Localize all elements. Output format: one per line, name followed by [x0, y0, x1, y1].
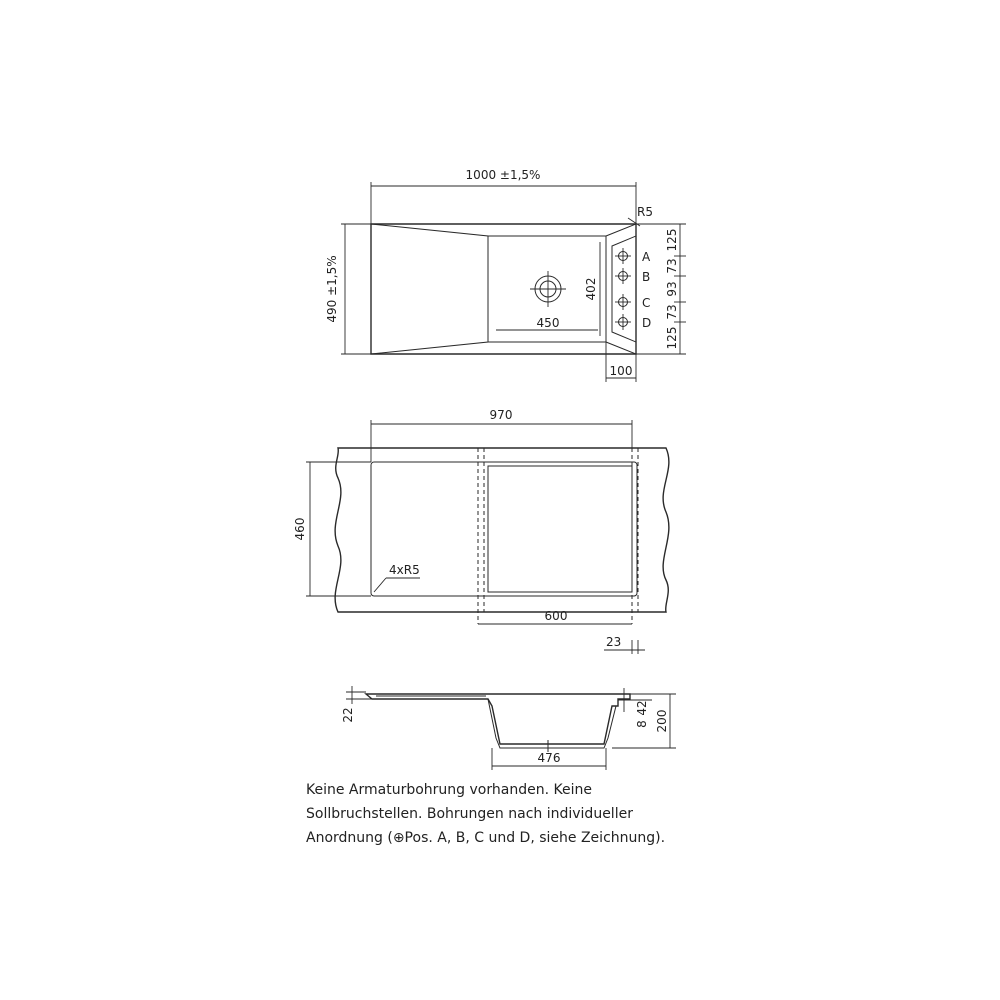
tap-label-b: B: [642, 270, 651, 284]
note-line-1: Keine Armaturbohrung vorhanden. Keine: [306, 782, 592, 798]
tap-hole-c-icon: [615, 294, 631, 310]
corner-radii-label: 4xR5: [389, 563, 420, 577]
rim-height-label: 22: [341, 707, 355, 723]
note-line-3: Anordnung (⊕Pos. A, B, C und D, siehe Zeichnung).: [306, 830, 666, 846]
drain-icon: [530, 271, 566, 307]
tap-strip-width-label: 100: [609, 364, 633, 378]
note-line-2: Sollbruchstellen. Bohrungen nach individueller: [306, 806, 633, 822]
installation-note: [306, 778, 726, 850]
bowl-depth-label: 402: [584, 277, 598, 301]
tap-hole-b-icon: [615, 268, 631, 284]
tap-label-d: D: [642, 316, 652, 330]
sink-profile: [366, 694, 630, 744]
edge-dim-1: 8: [635, 720, 649, 728]
tap-spacing-4: 73: [665, 304, 679, 320]
tap-spacing-3: 93: [665, 281, 679, 297]
cutout-width-label: 970: [489, 408, 513, 422]
cutout-view: [293, 408, 669, 654]
tap-spacing-5: 125: [665, 326, 679, 350]
tap-hole-a-icon: [615, 248, 631, 264]
tap-label-a: A: [642, 250, 651, 264]
tap-spacing-1: 125: [665, 228, 679, 252]
corner-radius-label: R5: [637, 205, 653, 219]
worktop-outline: [335, 448, 669, 612]
edge-dim-2: 42: [635, 700, 649, 716]
tap-hole-d-icon: [615, 314, 631, 330]
top-view: [325, 168, 686, 382]
bowl-bottom-width-label: 476: [537, 751, 561, 765]
section-view: [341, 686, 676, 770]
overall-width-label: 1000 ±1,5%: [465, 168, 541, 182]
cutout-depth-label: 460: [293, 517, 307, 541]
tap-label-c: C: [642, 296, 651, 310]
tap-spacing-2: 73: [665, 258, 679, 274]
bowl-cutout-width-label: 600: [544, 609, 568, 623]
edge-offset-label: 23: [606, 635, 622, 649]
total-height-label: 200: [655, 709, 669, 733]
bowl-width-label: 450: [536, 316, 560, 330]
overall-depth-label: 490 ±1,5%: [325, 255, 339, 323]
